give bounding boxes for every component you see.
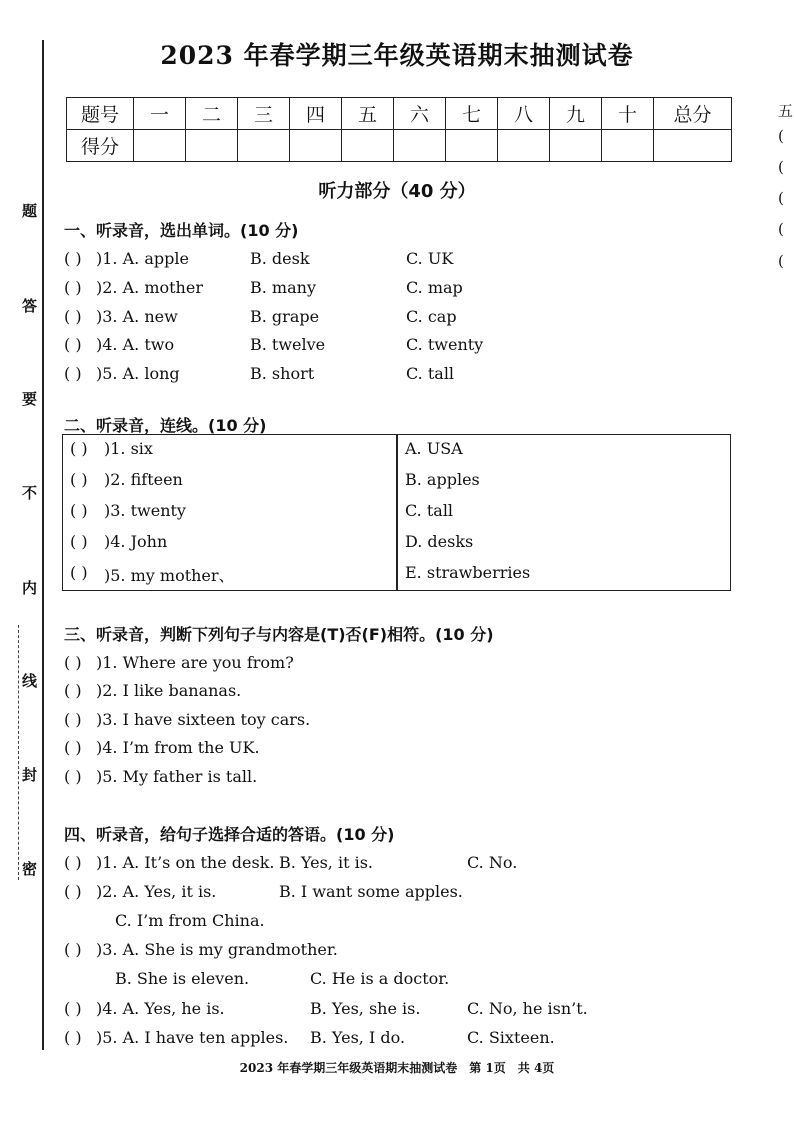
answer-blank[interactable]: ( ) <box>64 710 82 729</box>
section2-heading: 二、听录音，连线。(10 分) <box>64 416 267 435</box>
question-option-a: )2. A. mother <box>96 278 203 297</box>
true-false-question: )4. I’m from the UK. <box>96 738 260 757</box>
margin-char: 题 <box>22 202 38 220</box>
answer-blank[interactable]: ( ) <box>64 653 82 672</box>
answer-blank[interactable]: ( ) <box>64 681 82 700</box>
score-input-cell[interactable] <box>654 130 732 162</box>
score-table-cell: 九 <box>550 98 602 130</box>
answer-blank[interactable]: ( ) <box>64 738 82 757</box>
binding-margin-dashed-line <box>18 625 19 880</box>
section4-heading: 四、听录音，给句子选择合适的答语。(10 分) <box>64 825 395 844</box>
question-option-a: )2. A. Yes, it is. <box>96 882 217 901</box>
question-option-c: C. He is a doctor. <box>310 969 450 988</box>
question-option-c: C. Sixteen. <box>467 1028 555 1047</box>
answer-blank[interactable]: ( ) <box>64 940 82 959</box>
score-input-cell[interactable] <box>290 130 342 162</box>
true-false-question: )5. My father is tall. <box>96 767 258 786</box>
question-option-b: B. short <box>250 364 315 383</box>
question-option-a: )1. A. It’s on the desk. <box>96 853 275 872</box>
matching-left-item: )3. twenty <box>104 501 186 520</box>
score-input-cell[interactable] <box>602 130 654 162</box>
margin-char: 内 <box>22 579 38 597</box>
answer-blank[interactable]: ( ) <box>70 470 88 489</box>
score-table-cell: 六 <box>394 98 446 130</box>
score-input-cell[interactable] <box>446 130 498 162</box>
question-option-a: )4. A. Yes, he is. <box>96 999 225 1018</box>
answer-blank[interactable]: ( ) <box>70 563 88 582</box>
answer-blank[interactable]: ( ) <box>64 1028 82 1047</box>
score-input-cell[interactable] <box>134 130 186 162</box>
score-table-score-row <box>67 130 732 162</box>
question-option-b: B. I want some apples. <box>279 882 463 901</box>
question-option-c: C. twenty <box>406 335 484 354</box>
answer-blank[interactable]: ( ) <box>70 439 88 458</box>
question-option-b: B. desk <box>250 249 310 268</box>
margin-char: 不 <box>22 484 38 502</box>
matching-right-item: C. tall <box>405 501 454 520</box>
score-table-cell: 二 <box>186 98 238 130</box>
score-input-cell[interactable] <box>550 130 602 162</box>
score-input-cell[interactable] <box>186 130 238 162</box>
score-table-cell: 题号 <box>67 98 134 130</box>
section1-heading: 一、听录音，选出单词。(10 分) <box>64 221 299 240</box>
score-input-cell[interactable] <box>394 130 446 162</box>
question-option-b: B. Yes, I do. <box>310 1028 406 1047</box>
margin-char: 线 <box>22 672 38 690</box>
score-table-cell: 三 <box>238 98 290 130</box>
score-table <box>66 97 732 162</box>
page-footer: 2023 年春学期三年级英语期末抽测试卷 第 1页 共 4页 <box>239 1061 555 1075</box>
score-table-cell: 七 <box>446 98 498 130</box>
question-option-a: )3. A. She is my grandmother. <box>96 940 338 959</box>
matching-table-divider <box>396 434 398 591</box>
matching-left-item: )1. six <box>104 439 153 458</box>
question-option-c: C. cap <box>406 307 457 326</box>
question-option-b: B. grape <box>250 307 320 326</box>
score-table-cell: 总分 <box>654 98 732 130</box>
matching-left-item: )5. my mother、 <box>104 566 235 585</box>
edge-char: ( <box>778 189 784 207</box>
matching-left-item: )4. John <box>104 532 168 551</box>
question-option-a: )3. A. new <box>96 307 178 326</box>
edge-char: ( <box>778 158 784 176</box>
page-title: 2023 年春学期三年级英语期末抽测试卷 <box>160 41 634 70</box>
question-option-a: )4. A. two <box>96 335 175 354</box>
question-option-a: )5. A. long <box>96 364 180 383</box>
score-input-cell[interactable] <box>342 130 394 162</box>
question-option-b: B. She is eleven. <box>115 969 250 988</box>
question-option-a: )1. A. apple <box>96 249 189 268</box>
matching-right-item: B. apples <box>405 470 480 489</box>
answer-blank[interactable]: ( ) <box>70 532 88 551</box>
score-input-cell[interactable] <box>498 130 550 162</box>
answer-blank[interactable]: ( ) <box>64 307 82 326</box>
question-option-c: C. map <box>406 278 463 297</box>
matching-right-item: E. strawberries <box>405 563 531 582</box>
question-option-c: C. I’m from China. <box>115 911 265 930</box>
question-option-c: C. UK <box>406 249 454 268</box>
margin-char: 封 <box>22 766 38 784</box>
margin-char: 答 <box>22 297 38 315</box>
score-input-cell[interactable] <box>238 130 290 162</box>
answer-blank[interactable]: ( ) <box>64 249 82 268</box>
edge-char: ( <box>778 220 784 238</box>
answer-blank[interactable]: ( ) <box>64 335 82 354</box>
score-table-cell: 一 <box>134 98 186 130</box>
edge-char: ( <box>778 127 784 145</box>
score-table-cell: 四 <box>290 98 342 130</box>
edge-char: ( <box>778 252 784 270</box>
true-false-question: )3. I have sixteen toy cars. <box>96 710 311 729</box>
margin-char: 要 <box>22 390 38 408</box>
question-option-c: C. No. <box>467 853 518 872</box>
score-table-cell: 十 <box>602 98 654 130</box>
answer-blank[interactable]: ( ) <box>64 278 82 297</box>
question-option-c: C. No, he isn’t. <box>467 999 588 1018</box>
true-false-question: )2. I like bananas. <box>96 681 242 700</box>
edge-char: 五 <box>778 102 794 120</box>
matching-right-item: A. USA <box>405 439 463 458</box>
question-option-c: C. tall <box>406 364 455 383</box>
answer-blank[interactable]: ( ) <box>64 364 82 383</box>
answer-blank[interactable]: ( ) <box>64 999 82 1018</box>
question-option-b: B. twelve <box>250 335 326 354</box>
listening-section-title: 听力部分（40 分） <box>318 181 476 202</box>
answer-blank[interactable]: ( ) <box>70 501 88 520</box>
section3-heading: 三、听录音，判断下列句子与内容是(T)否(F)相符。(10 分) <box>64 625 494 644</box>
answer-blank[interactable]: ( ) <box>64 853 82 872</box>
question-option-b: B. many <box>250 278 316 297</box>
question-option-a: )5. A. I have ten apples. <box>96 1028 289 1047</box>
question-option-b: B. Yes, it is. <box>279 853 373 872</box>
matching-right-item: D. desks <box>405 532 474 551</box>
score-table-cell: 八 <box>498 98 550 130</box>
answer-blank[interactable]: ( ) <box>64 882 82 901</box>
true-false-question: )1. Where are you from? <box>96 653 294 672</box>
score-table-header-row <box>67 98 732 130</box>
question-option-b: B. Yes, she is. <box>310 999 421 1018</box>
matching-left-item: )2. fifteen <box>104 470 183 489</box>
margin-char: 密 <box>22 860 38 878</box>
answer-blank[interactable]: ( ) <box>64 767 82 786</box>
score-table-cell: 得分 <box>67 130 134 162</box>
score-table-cell: 五 <box>342 98 394 130</box>
